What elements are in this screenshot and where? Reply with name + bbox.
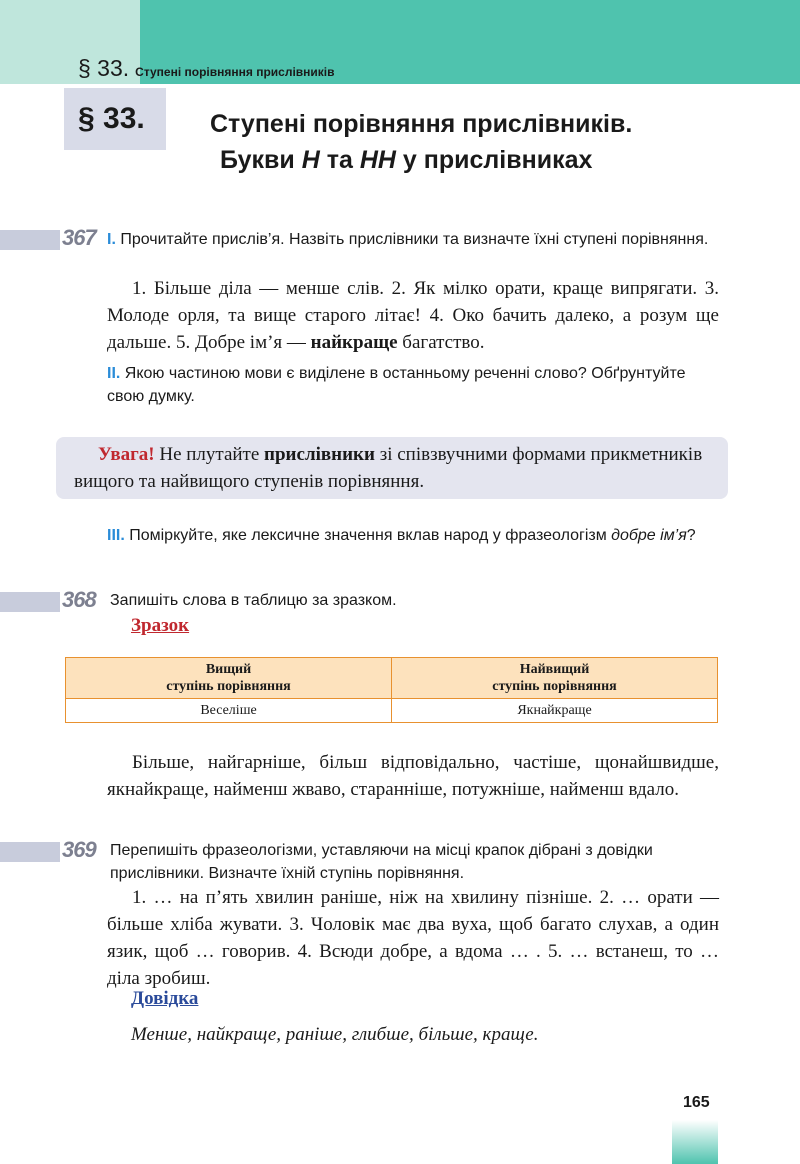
table-cell: Веселіше <box>66 699 392 723</box>
task-label-iii: III. <box>107 527 125 544</box>
exercise-367-task-2 <box>107 362 719 408</box>
title-text: та <box>319 146 360 174</box>
table-cell: Якнайкраще <box>392 699 718 723</box>
table-header-cell <box>66 658 392 699</box>
sample-table <box>65 657 718 723</box>
proverbs-text: багатство. <box>397 332 485 353</box>
exercise-367-task-3 <box>107 524 719 547</box>
task-label-ii: II. <box>107 365 121 382</box>
exercise-369-bar <box>0 842 60 862</box>
table-header-cell <box>392 658 718 699</box>
exercise-369-number: 369 <box>62 837 96 862</box>
header-section-title: Ступені порівняння прислівників <box>135 65 335 79</box>
task-label-i: I. <box>107 231 116 248</box>
header-line: Найвищий <box>519 662 590 677</box>
table-row <box>66 699 718 723</box>
header-section-number: § 33. <box>78 55 130 81</box>
notice-part: Не плутайте <box>154 444 265 465</box>
exercise-367-proverbs <box>107 275 719 356</box>
title-text: Букви <box>220 146 302 174</box>
notice-text <box>74 441 724 495</box>
exercise-367-task-1 <box>107 228 719 251</box>
header-line: ступінь порівняння <box>492 679 617 694</box>
running-header <box>78 55 335 82</box>
exercise-368-bar <box>0 592 60 612</box>
reference-words: Менше, найкраще, раніше, глибше, більше, краще. <box>131 1024 539 1045</box>
header-line: ступінь порівняння <box>166 679 291 694</box>
exercise-369-instruction: Перепишіть фразеологізми, уставляючи на місці крапок дібрані з довідки прислівники. Визначте їхній ступінь порівняння. <box>110 842 653 882</box>
phraseologism: добре ім’я <box>611 527 687 544</box>
section-number: § 33. <box>78 102 145 135</box>
page-number-band <box>672 1120 718 1164</box>
title-text: у прислівниках <box>395 146 593 174</box>
task-text: Якою частиною мови є виділене в останньому реченні слово? Обґрунтуйте свою думку. <box>107 365 686 405</box>
notice-label: Увага! <box>98 444 155 465</box>
exercise-369-text: 1. … на п’ять хвилин раніше, ніж на хвилину пізніше. 2. … орати — більше хліба жувати. 3. Чоловік має два вуха, щоб багато слухав, а один язик, щоб … говорив. 4. Всюди добре, а вдома … . 5. … встанеш, то … діла зробиш. <box>107 887 719 989</box>
title-letter-n: Н <box>301 146 320 174</box>
exercise-368-instruction: Запишіть слова в таблицю за зразком. <box>110 592 397 609</box>
task-text: Прочитайте прислів’я. Назвіть прислівники та визначте їхні ступені порівняння. <box>115 231 709 248</box>
reference-label-text: Довідка <box>131 988 199 1009</box>
sample-label-text: Зразок <box>131 615 190 636</box>
table-header-row <box>66 658 718 699</box>
title-line-2 <box>210 142 632 178</box>
exercise-367-bar <box>0 230 60 250</box>
task-text: Поміркуйте, яке лексичне значення вклав народ у фразеологізм <box>124 527 612 544</box>
notice-bold-word: прислівники <box>264 444 375 465</box>
exercise-367-number: 367 <box>62 225 96 250</box>
title-line-1: Ступені порівняння прислівників. <box>210 110 633 138</box>
task-text: ? <box>686 527 696 544</box>
notice-part: зі співзвучними формами прикметників вищого та найвищого ступенів порівняння. <box>74 444 703 492</box>
sample-label <box>131 612 189 639</box>
reference-label <box>131 985 198 1012</box>
exercise-368-number: 368 <box>62 587 96 612</box>
exercise-368-words: Більше, найгарніше, більш відповідально, частіше, щонайшвидше, якнайкраще, найменш жваво, старанніше, потужніше, найменш вдало. <box>107 752 719 800</box>
title-letters-nn: НН <box>359 146 396 174</box>
highlighted-word: найкраще <box>310 332 398 353</box>
page-number: 165 <box>683 1094 710 1111</box>
proverbs-text: 1. Більше діла — менше слів. 2. Як мілко орати, краще випрягати. 3. Молоде орля, та вище старого літає! 4. Око бачить далеко, а розум ще дальше. 5. Добре ім’я — <box>107 278 719 353</box>
header-line: Вищий <box>205 662 252 677</box>
page-title <box>210 106 632 178</box>
